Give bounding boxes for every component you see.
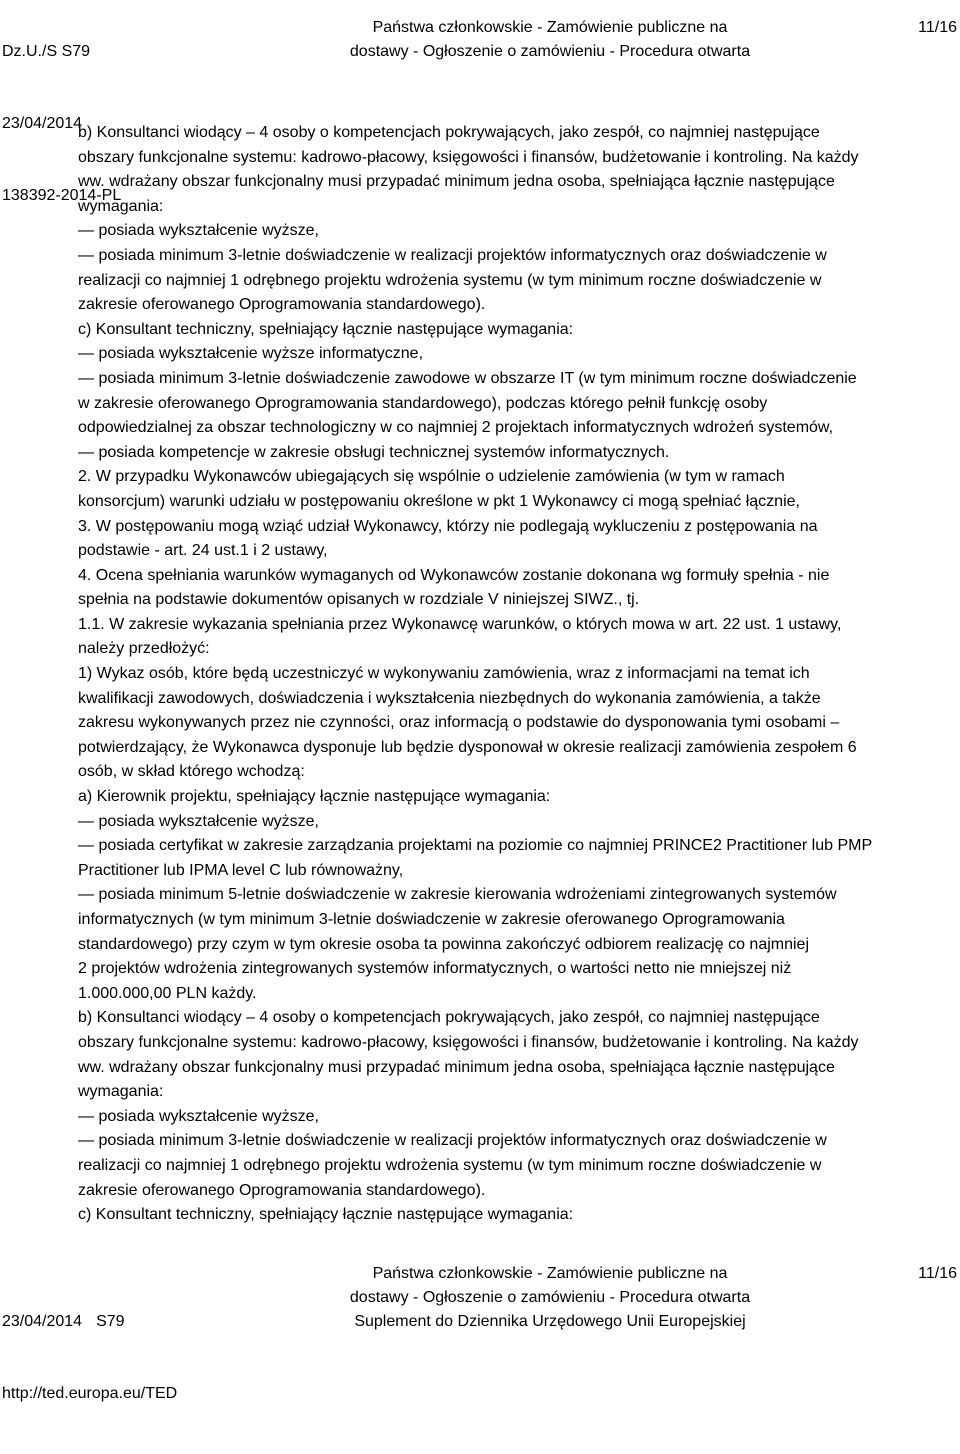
text-line: osób, w skład którego wchodzą: xyxy=(78,763,305,781)
text-line: 2. W przypadku Wykonawców ubiegających się wspólnie o udzielenie zamówienia (w tym w ramach xyxy=(78,468,785,486)
text-line: — posiada kompetencje w zakresie obsługi technicznej systemów informatycznych. xyxy=(78,443,670,461)
text-line: podstawie - art. 24 ust.1 i 2 ustawy, xyxy=(78,542,328,560)
footer-left xyxy=(2,1262,177,1454)
footer-title-line1: Państwa członkowskie - Zamówienie publiczne na xyxy=(372,1265,728,1282)
footer-date-journal xyxy=(2,1310,177,1334)
header-title-line1: Państwa członkowskie - Zamówienie publiczne na xyxy=(372,19,728,36)
text-line: konsorcjum) warunki udziału w postępowaniu określone w pkt 1 Wykonawcy ci mogą spełniać łącznie, xyxy=(78,492,800,510)
text-line: 1.1. W zakresie wykazania spełniania przez Wykonawcę warunków, o których mowa w art. 22 ust. 1 ustawy, xyxy=(78,615,842,633)
footer-title-line2: dostawy - Ogłoszenie o zamówieniu - Procedura otwarta xyxy=(349,1289,751,1306)
text-line: c) Konsultant techniczny, spełniający łącznie następujące wymagania: xyxy=(78,1206,574,1224)
text-line: ww. wdrażany obszar funkcjonalny musi przypadać minimum jedna osoba, spełniająca łącznie następujące xyxy=(78,1058,835,1076)
text-line: informatycznych (w tym minimum 3-letnie doświadczenie w zakresie oferowanego Oprogramowania xyxy=(78,911,785,928)
text-line: — posiada wykształcenie wyższe, xyxy=(78,812,319,830)
text-line: — posiada minimum 3-letnie doświadczenie zawodowe w obszarze IT (w tym minimum roczne doświadczenie xyxy=(78,369,857,387)
text-line: obszary funkcjonalne systemu: kadrowo-płacowy, księgowości i finansów, budżetowanie i kontroling. Na każdy xyxy=(78,148,859,166)
text-line: — posiada wykształcenie wyższe, xyxy=(78,222,319,240)
text-line: zakresie oferowanego Oprogramowania standardowego). xyxy=(78,296,486,314)
text-line: zakresie oferowanego Oprogramowania standardowego). xyxy=(78,1181,486,1199)
text-line: 1.000.000,00 PLN każdy. xyxy=(78,984,257,1002)
text-line: a) Kierownik projektu, spełniający łącznie następujące wymagania: xyxy=(78,788,551,806)
text-line: Practitioner lub IPMA level C lub równoważny, xyxy=(78,861,404,879)
text-line: kwalifikacji zawodowych, doświadczenia i wykształcenia niezbędnych do wykonania zamówienia, a także xyxy=(78,689,821,707)
text-line: wymagania: xyxy=(78,197,164,215)
header-date: 23/04/2014 xyxy=(2,115,83,132)
text-line: 2 projektów wdrożenia zintegrowanych systemów informatycznych, o wartości netto nie mniejszej niż xyxy=(78,960,792,978)
text-line: potwierdzający, że Wykonawca dysponuje lub będzie dysponował w okresie realizacji zamówienia zespołem 6 xyxy=(78,738,857,756)
text-line: c) Konsultant techniczny, spełniający łącznie następujące wymagania: xyxy=(78,320,574,338)
text-line: standardowego) przy czym w tym okresie osoba ta powinna zakończyć odbiorem realizację co najmniej xyxy=(78,935,809,953)
text-line: 3. W postępowaniu mogą wziąć udział Wykonawcy, którzy nie podlegają wykluczeniu z postępowania na xyxy=(78,517,818,535)
footer-date: 23/04/2014 xyxy=(2,1313,83,1330)
header-ref: 138392-2014-PL xyxy=(2,187,122,204)
header-title xyxy=(300,16,800,64)
text-line: — posiada certyfikat w zakresie zarządzania projektami na poziomie co najmniej PRINCE2 Practitioner lub PMP xyxy=(78,837,873,855)
text-line: w zakresie oferowanego Oprogramowania standardowego), podczas którego pełnił funkcję osoby xyxy=(78,394,768,412)
text-line: zakresu wykonywanych przez nie czynności, oraz informacją o podstawie do dysponowania tymi osobami – xyxy=(78,714,840,732)
text-line: — posiada minimum 3-letnie doświadczenie w realizacji projektów informatycznych oraz doświadczenie w xyxy=(78,246,827,264)
text-line: 1) Wykaz osób, które będą uczestniczyć w wykonywaniu zamówienia, wraz z informacjami na temat ich xyxy=(78,665,810,683)
footer-title-line3: Suplement do Dziennika Urzędowego Unii Europejskiej xyxy=(354,1313,746,1330)
footer-title xyxy=(300,1262,800,1334)
text-line: b) Konsultanci wiodący – 4 osoby o kompetencjach pokrywających, jako zespół, co najmniej następujące xyxy=(78,124,820,141)
text-line: spełnia na podstawie dokumentów opisanych w rozdziale V niniejszej SIWZ., tj. xyxy=(78,591,640,609)
footer-page-number: 11/16 xyxy=(918,1265,957,1282)
text-line: 4. Ocena spełniania warunków wymaganych od Wykonawców zostanie dokonana wg formuły spełnia - nie xyxy=(78,566,830,584)
footer-journal: S79 xyxy=(96,1313,125,1330)
document-body xyxy=(78,121,958,1228)
text-line: ww. wdrażany obszar funkcjonalny musi przypadać minimum jedna osoba, spełniająca łącznie następujące xyxy=(78,173,835,191)
footer-url: http://ted.europa.eu/TED xyxy=(2,1385,178,1402)
text-line: obszary funkcjonalne systemu: kadrowo-płacowy, księgowości i finansów, budżetowanie i kontroling. Na każdy xyxy=(78,1033,859,1051)
text-line: realizacji co najmniej 1 odrębnego projektu wdrożenia systemu (w tym minimum roczne doświadczenie w xyxy=(78,271,822,289)
text-line: należy przedłożyć: xyxy=(78,640,210,658)
text-line: — posiada minimum 3-letnie doświadczenie w realizacji projektów informatycznych oraz doświadczenie w xyxy=(78,1132,827,1150)
text-line: b) Konsultanci wiodący – 4 osoby o kompetencjach pokrywających, jako zespół, co najmniej następujące xyxy=(78,1009,820,1027)
text-line: — posiada minimum 5-letnie doświadczenie w zakresie kierowania wdrożeniami zintegrowanych systemów xyxy=(78,886,837,904)
text-line: — posiada wykształcenie wyższe, xyxy=(78,1107,319,1125)
header-journal: Dz.U./S S79 xyxy=(2,43,91,60)
page-footer xyxy=(0,1262,960,1402)
header-title-line2: dostawy - Ogłoszenie o zamówieniu - Procedura otwarta xyxy=(349,43,751,60)
header-page-number: 11/16 xyxy=(918,19,957,36)
text-line: wymagania: xyxy=(78,1083,164,1101)
text-line: — posiada wykształcenie wyższe informatyczne, xyxy=(78,345,424,363)
text-line: odpowiedzialnej za obszar technologiczny w co najmniej 2 projektach informatycznych wdrożeń systemów, xyxy=(78,419,834,437)
text-line: realizacji co najmniej 1 odrębnego projektu wdrożenia systemu (w tym minimum roczne doświadczenie w xyxy=(78,1156,822,1174)
